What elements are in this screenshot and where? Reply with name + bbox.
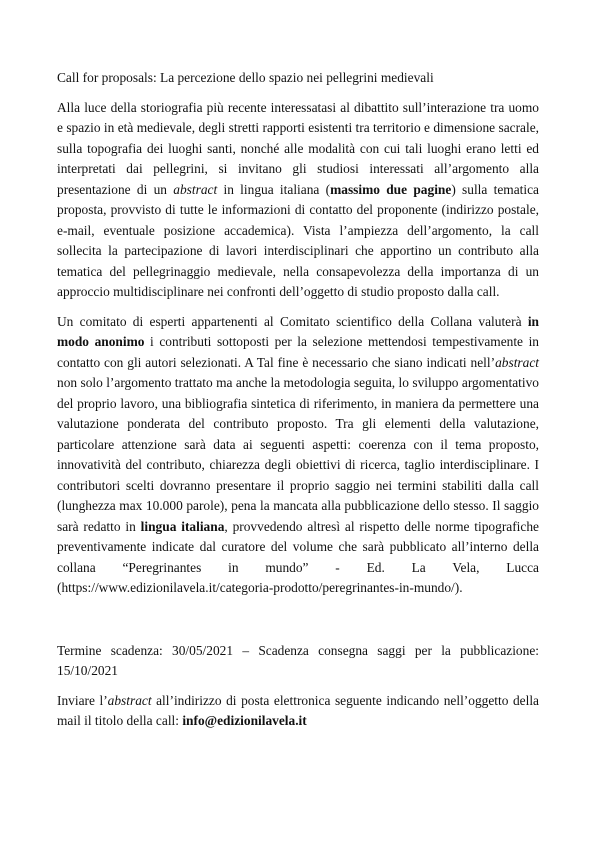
contact-paragraph xyxy=(57,691,539,732)
intro-text-3: ) sulla tematica proposta, provvisto di tutte le informazioni di contatto del proponente (indirizzo postale, e-mail, eventuale posizione accademica). Vista l’ampiezza dell’argomento, la call sollecita la partecipazione di lavori interdisciplinari che apportino un contributo alla tematica del pellegrinaggio medievale, nella consapevolezza della importanza di un approccio multidisciplinare nei confronti dell’oggetto di studio proposto dalla call. xyxy=(57,181,539,299)
intro-paragraph xyxy=(57,98,539,303)
contact-abstract-italic: abstract xyxy=(107,692,152,708)
evaluation-text-3: non solo l’argomento trattato ma anche la metodologia seguita, lo sviluppo argomentativo del proprio lavoro, una bibliografia sintetica di riferimento, in maniera da permettere una valutazione ponderata del contributo proposto. Tra gli elementi della valutazione, particolare attenzione sarà data ai seguenti aspetti: coerenza con il tema proposto, innovatività del contributo, chiarezza degli obiettivi di ricerca, taglio interdisciplinare. I contributori scelti dovranno presentare il proprio saggio nei termini stabiliti dalla call (lunghezza max 10.000 parole), pena la mancata alla pubblicazione dello stesso. Il saggio sarà redatto in xyxy=(57,375,539,534)
contact-text-1: Inviare l’ xyxy=(57,692,108,708)
contact-email[interactable]: info@edizionilavela.it xyxy=(182,713,307,728)
intro-text-1: Alla luce della storiografia più recente interessatasi al dibattito sull’interazione tra uomo e spazio in età medievale, degli stretti rapporti esistenti tra territorio e dimensione sacrale, sulla topografia dei luoghi santi, nonché alle modalità con cui tali luoghi erano letti ed interpretati dai pellegrini, si invitano gli studiosi interessati all’argomento alla presentazione di un xyxy=(57,99,539,197)
deadline-paragraph: Termine scadenza: 30/05/2021 – Scadenza consegna saggi per la pubblicazione: 15/10/2021 xyxy=(57,642,539,678)
evaluation-text-2: i contributi sottoposti per la selezione mettendosi tempestivamente in contatto con gli autori selezionati. A Tal fine è necessario che siano indicati nell’ xyxy=(57,334,539,370)
contact-text-2: all’indirizzo di posta elettronica seguente indicando nell’oggetto della mail il titolo della call: xyxy=(57,692,539,728)
evaluation-paragraph xyxy=(57,312,539,599)
blank-spacer xyxy=(57,608,539,641)
evaluation-text-1: Un comitato di esperti appartenenti al Comitato scientifico della Collana valuterà xyxy=(57,313,528,329)
intro-abstract-italic: abstract xyxy=(173,181,218,197)
intro-text-2: in lingua italiana ( xyxy=(217,181,331,197)
document-title: Call for proposals: La percezione dello spazio nei pellegrini medievali xyxy=(57,70,434,85)
document-page xyxy=(57,68,539,741)
italian-language-bold: lingua italiana xyxy=(140,518,225,534)
evaluation-abstract-italic: abstract xyxy=(495,354,539,370)
evaluation-text-4: , provvedendo altresì al rispetto delle norme tipografiche preventivamente indicate dal curatore del volume che sarà pubblicato all’interno della collana “Peregrinantes in mundo” - Ed. La Vela, Lucca (https://www.edizionilavela.it/categoria-prodotto/peregrinantes-in-mundo/). xyxy=(57,518,539,595)
intro-max-pages-bold: massimo due pagine xyxy=(330,181,452,197)
anonymous-review-bold: in modo anonimo xyxy=(57,313,539,349)
